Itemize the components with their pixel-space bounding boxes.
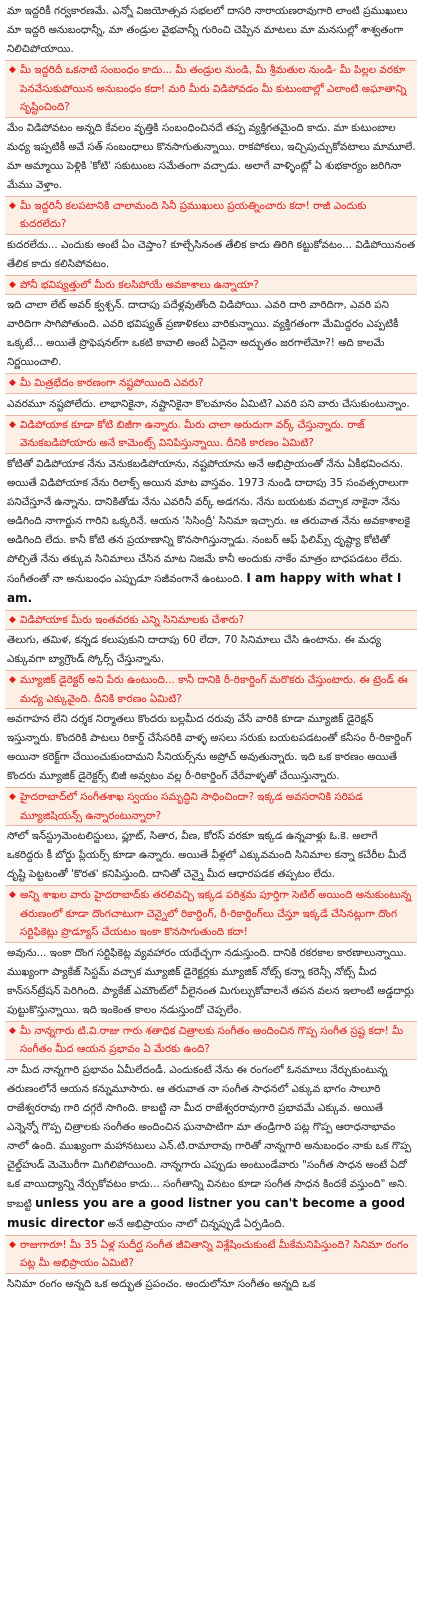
diamond-bullet-icon: ◆ — [9, 675, 16, 685]
diamond-bullet-icon: ◆ — [9, 890, 16, 900]
answer-text — [7, 944, 416, 1020]
answer-text — [7, 455, 416, 609]
question-text: మీ ఇద్దరిదీ ఒకనాటి సంబంధం కాదు... మీ తండ్రుల నుండి, మీ శ్రీమతుల నుండి- మీ పిల్లల వరకూ పెనవేసుకుపోయిన అనుబంధం కదా! మరి మీరు విడిపోవడం మీ కుటుంబాల్లో ఎలాంటి అఘాతాన్ని సృష్టించింది? — [20, 64, 407, 113]
diamond-bullet-icon: ◆ — [9, 200, 16, 211]
interview-answer — [5, 1061, 417, 1234]
question-text: పోనీ భవిష్యత్తులో మీరు కలసిపోయే అవకాశాలు ఉన్నాయా? — [20, 278, 259, 291]
diamond-bullet-icon: ◆ — [9, 1025, 16, 1036]
interview-question — [5, 670, 417, 709]
interview-answer — [5, 631, 417, 669]
text-run: అనే అభిప్రాయం నాలో చిన్నప్పుడే ఏర్పడింది. — [104, 1217, 285, 1230]
interview-answer — [5, 455, 417, 609]
question-text: రాజుగారూ! మీ 35 ఏళ్ల సుదీర్ఘ సంగీత జీవితాన్ని విశ్లేషించుకుంటే మీకేమనిపిస్తుంది? సినిమా రంగం పట్ల మీ అభిప్రాయం ఏమిటి? — [20, 1238, 409, 1269]
question-text: విడిపోయాక మీరు ఇంతవరకు ఎన్ని సినిమాలకు చేశారు? — [20, 613, 245, 626]
text-run: ఎవరమూ నష్టపోలేదు. లాభానికైనా, నష్టానికైనా కొలమానం ఏమిటి? ఎవరి పని వారు చేసుకుంటున్నాం. — [7, 397, 410, 410]
interview-question — [5, 1021, 417, 1060]
interview-question — [5, 373, 417, 394]
interview-question — [5, 60, 417, 118]
diamond-bullet-icon: ◆ — [9, 1239, 16, 1250]
interview-answer — [5, 236, 417, 274]
diamond-bullet-icon: ◆ — [9, 419, 16, 430]
interview-question — [5, 787, 417, 826]
answer-text — [7, 2, 416, 59]
answer-text — [7, 827, 416, 884]
question-text: మీ ఇద్దరినీ కలపటానికి చాలామంది సినీ ప్రముఖులు ప్రయత్నించారు కదా! రాజీ ఎందుకు కుదరలేదు? — [20, 199, 367, 230]
interview-question — [5, 885, 417, 943]
answer-text — [7, 395, 416, 414]
question-text: అన్ని శాఖల వారు హైదరాబాద్‌కు తరలివచ్చి ఇక్కడ పరిశ్రమ పూర్తిగా సెటిల్ అయింది అనుకుంటున్న తరుణంలో కూడా దొంగచాటుగా చెన్నైలో రికార్డింగ్, రీ-రికార్డింగ్‌లు చేస్తూ ఇక్కడే చేసినట్లుగా దొంగ సర్టిఫికెట్లు ప్రొడ్యూస్ చేయటం ఇంకా కొనసాగుతుంది కదా! — [20, 889, 412, 938]
answer-text — [7, 296, 416, 372]
diamond-bullet-icon: ◆ — [9, 378, 16, 388]
english-quote: I am happy with what I am. — [7, 570, 402, 605]
question-text: విడిపోయాక కూడా కోటి బిజీగా ఉన్నారు. మీరు చాలా అరుదుగా వర్క్ చేస్తున్నారు. రాజ్ వెనుకబడిపోయారు అనే కామెంట్స్ వినిపిస్తున్నాయి. దీనికి కారణం ఏమిటి? — [20, 418, 365, 449]
answer-text — [7, 1275, 416, 1294]
interview-answer — [5, 296, 417, 372]
english-quote: unless you are a good listner you can't become a good music director — [7, 1195, 406, 1230]
text-run: సోలో ఇన్‌స్ట్రుమెంటలిస్టులు, ఫ్లూట్, సితార, వీణ, కోరస్ వరకూ ఇక్కడ ఉన్నవాళ్లు ఓ.కె. అలాగే ఒకరిద్దరు కీ బోర్డు ప్లేయర్స్ కూడా ఉన్నారు. అయితే వీళ్లలో ఎక్కువమంది సినిమాల కన్నా కచేరీల మీదే దృష్టి పెట్టటంతో 'కొరత' కనిపిస్తుంది. దానితో చెన్నై మీద ఆధారపడక తప్పటం లేదు. — [7, 830, 407, 880]
question-text: మీ నాన్నగారు టి.వి.రాజు గారు శతాధిక చిత్రాలకు సంగీతం అందించిన గొప్ప సంగీత స్రష్ట కదా! మీ సంగీతం మీద ఆయన ప్రభావం ఏ మేరకు ఉంది? — [20, 1024, 404, 1055]
diamond-bullet-icon: ◆ — [9, 279, 16, 290]
interview-question — [5, 415, 417, 454]
text-run: కోటితో విడిపోయాక నేను వెనుకబడిపోయాను, నష్టపోయాను అనే అభిప్రాయంతో నేను ఏకీభవించను. అయితే విడిపోయాక నేను రిలాక్స్ అయిన మాట వాస్తవం. 1973 నుండి దాదాపు 35 సంవత్సరాలుగా పనిచేస్తూనే ఉన్నాను. దానికితోడు నేను ఎవరినీ వర్క్ అడగను. నేను బయటకు వచ్చాక నాకైనా నేను అడిగింది నాగార్జున గారిని ఒక్కరినే. ఆయన 'సిసింద్రీ' సినిమా ఇచ్చారు. ఆ తరువాత నేను అవకాశాలకై అడిగింది లేదు. కానీ కోటి తన ప్రయాణాన్ని కొనసాగిస్తున్నాడు. నంబర్ ఆఫ్ ఫిలిమ్స్ దృష్ట్యా కోటితో పోల్చితే నేను తక్కువ సినిమాలు చేసిన మాట నిజమే కానీ అందుకు నాకేం మాత్రం బాధపడటం లేదు. సంగీతంతో నా అనుబంధం ఎప్పుడూ సజీవంగానే ఉంటుంది. — [7, 457, 411, 585]
text-run: నా మీద నాన్నగారి ప్రభావం ఏమీలేదండీ. ఎందుకంటే నేను ఈ రంగంలో ఓనమాలు నేర్చుకుంటున్న తరుణంలోనే ఆయన కన్నుమూసారు. ఆ తరువాత నా సంగీత సాధనలో ఎక్కువ భాగం సాలూరి రాజేశ్వరరావు గారి దగ్గరే సాగింది. కాబట్టి నా మీద రాజేశ్వరరావుగారి ప్రభావమే ఎక్కువ. అయితే ఎన్నెన్నో గొప్ప చిత్రాలకు సంగీతం అందించిన ఘనాపాటిగా మా తండ్రిగారి పట్ల గొప్ప ఆరాధనాభావం నాలో ఉంది. ముఖ్యంగా మహానటులు ఎన్.టి.రామారావు గారితో నాన్నగారి అనుబంధం నాకు ఒక గొప్ప చైల్డ్‌హుడ్ మెమొరీగా మిగిలిపోయింది. నాన్నగారు ఎప్పుడు అంటుండేవారు "సంగీత సాధన అంటే ఏదో ఒక వాయిద్యాన్ని నేర్చుకోవటం కాదు... సంగీతాన్ని వినటం కూడా సంగీత సాధన కిందకే వస్తుంది" అని. కాబట్టి — [7, 1063, 412, 1210]
interview-question — [5, 610, 417, 631]
text-run: తెలుగు, తమిళ, కన్నడ కలుపుకుని దాదాపు 60 లేదా, 70 సినిమాలు చేసి ఉంటాను. ఈ మధ్య ఎక్కువగా బ్యాగ్రౌండ్ స్కోర్స్ చేస్తున్నాను. — [7, 634, 382, 665]
answer-text — [7, 1061, 416, 1234]
interview-answer — [5, 1275, 417, 1294]
interview-answer — [5, 119, 417, 195]
interview-question — [5, 196, 417, 235]
question-text: మ్యూజిక్ డైరెక్టర్ అని పేరు ఉంటుంది... కానీ దానికి రీ-రికార్డింగ్ మరొకరు చేస్తుంటారు. ఈ ట్రెండ్ ఈ మధ్య ఎక్కువైంది. దీనికి కారణం ఏమిటి? — [20, 674, 408, 705]
answer-text — [7, 236, 416, 274]
interview-question — [5, 275, 417, 296]
question-text: హైదరాబాద్‌లో సంగీతశాఖ స్వయం సమృద్ధిని సాధించిందా? ఇక్కడ అవసరానికి సరిపడ మ్యూజిషియన్స్ ఉన్నారంటున్నారా? — [20, 791, 363, 822]
answer-text — [7, 119, 416, 195]
text-run: కుదరలేదు... ఎందుకు అంటే ఏం చెప్తాం? కూల్చేసినంత తేలిక కాదు తిరిగి కట్టుకోవటం... విడిపోయినంత తేలిక కాదు కలిసిపోవటం. — [7, 238, 416, 270]
text-run: మేం విడిపోవటం అన్నది కేవలం వృత్తికి సంబంధించినదే తప్ప వ్యక్తిగతమైంది కాదు. మా కుటుంబాల మధ్య ఇప్పటికీ అవే సత్ సంబంధాలు కొనసాగుతున్నాయి. రాకపోకలు, ఇచ్చిపుచ్చుకోవటాలు మామూలే. మా అమ్మాయి పెళ్లికి 'కోటి' సకుటుంబ సమేతంగా వచ్చాడు. అలాగే వాళ్ళింట్లో ఏ శుభకార్యం జరిగినా మేము వెళ్తాం. — [7, 121, 416, 191]
text-run: సినిమా రంగం అన్నది ఒక అద్భుత ప్రపంచం. అందులోనూ సంగీతం అన్నది ఒక — [7, 1277, 316, 1290]
answer-text — [7, 710, 416, 786]
interview-answer — [5, 710, 417, 786]
text-run: ఇది చాలా లేట్ అవర్ క్వశ్చన్. దాదాపు పదేళ్లవుతోంది విడిపోయి. ఎవరి దారి వారిదిగా, ఎవరి పని వారిదిగా సాగిపోతుంది. ఎవరి భవిష్యత్ ప్రణాళికలు వారికున్నాయి. వ్యక్తిగతంగా మేమిద్దరం ఎప్పటికీ ఒక్కటే... అయితే ప్రొఫెషనల్‌గా ఒకటి కావాలి అంటే ఏదైనా అద్భుతం జరగాలేమో?! అది కాలమే నిర్ణయించాలి. — [7, 299, 399, 368]
interview-answer — [5, 827, 417, 884]
text-run: అవును... ఇంకా దొంగ సర్టిఫికెట్ల వ్యవహారం యథేచ్ఛగా నడుస్తుంది. దానికి రకరకాల కారణాలున్నాయి. ముఖ్యంగా ప్యాకేజ్ సిస్టమ్ వచ్చాక మ్యూజిక్ డైరెక్టర్లకు మ్యూజిక్ నోట్స్ కన్నా కరెన్సీ నోట్స్ మీద కాన్‌సన్‌ట్రేషన్ పెరిగింది. ప్యాకేజ్ ఎమౌంట్‌లో వీలైనంత మిగుల్చుకోవాలనే తపన వలన ఇలాంటి అడ్డదార్లు పుట్టుకొస్తున్నాయి. ఇది ఇంకెంత కాలం నడుస్తుందో చెప్పలేం. — [7, 946, 414, 1016]
text-run: అవగాహన లేని దర్శక నిర్మాతలు కొందరు బల్లమీద దరువు వేసే వారికి కూడా మ్యూజిక్ డైరెక్షన్ ఇస్తున్నారు. కొందరికి పాటలు రికార్డ్ చేసేసరికి వాళ్ళ అసలు సరుకు బయటపడటంతో కనీసం రీ-రికార్డింగ్ అయినా కరెక్ట్‌గా చేయించుకుందామని సీనియర్స్‌ను అప్రోచ్ అవుతున్నారు. ఇది ఒక కారణం అయితే కొందరు మ్యూజిక్ డైరెక్టర్స్ బిజీ అవ్వటం వల్ల రీ-రికార్డింగ్ వేరేవాళ్ళతో చేయిస్తున్నారు. — [7, 713, 412, 782]
interview-question — [5, 1235, 417, 1274]
interview-answer — [5, 944, 417, 1020]
diamond-bullet-icon: ◆ — [9, 792, 16, 802]
interview-answer — [5, 395, 417, 414]
question-text: మీ మిత్రభేదం కారణంగా నష్టపోయింది ఎవరు? — [20, 377, 204, 389]
interview-answer — [5, 2, 417, 59]
text-run: మా ఇద్దరికీ గర్వకారణమే. ఎన్నో విజయోత్సవ సభలలో దాసరి నారాయణరావుగారి లాంటి ప్రముఖులు మా ఇద్దరి అనుబంధాన్నీ, మా తండ్రుల వైభవాన్నీ గురించి చెప్పిన మాటలు మా మనసుల్లో శాశ్వతంగా నిలిచిపోయాయి. — [7, 5, 408, 55]
diamond-bullet-icon: ◆ — [9, 614, 16, 625]
diamond-bullet-icon: ◆ — [9, 65, 16, 75]
answer-text — [7, 631, 416, 669]
